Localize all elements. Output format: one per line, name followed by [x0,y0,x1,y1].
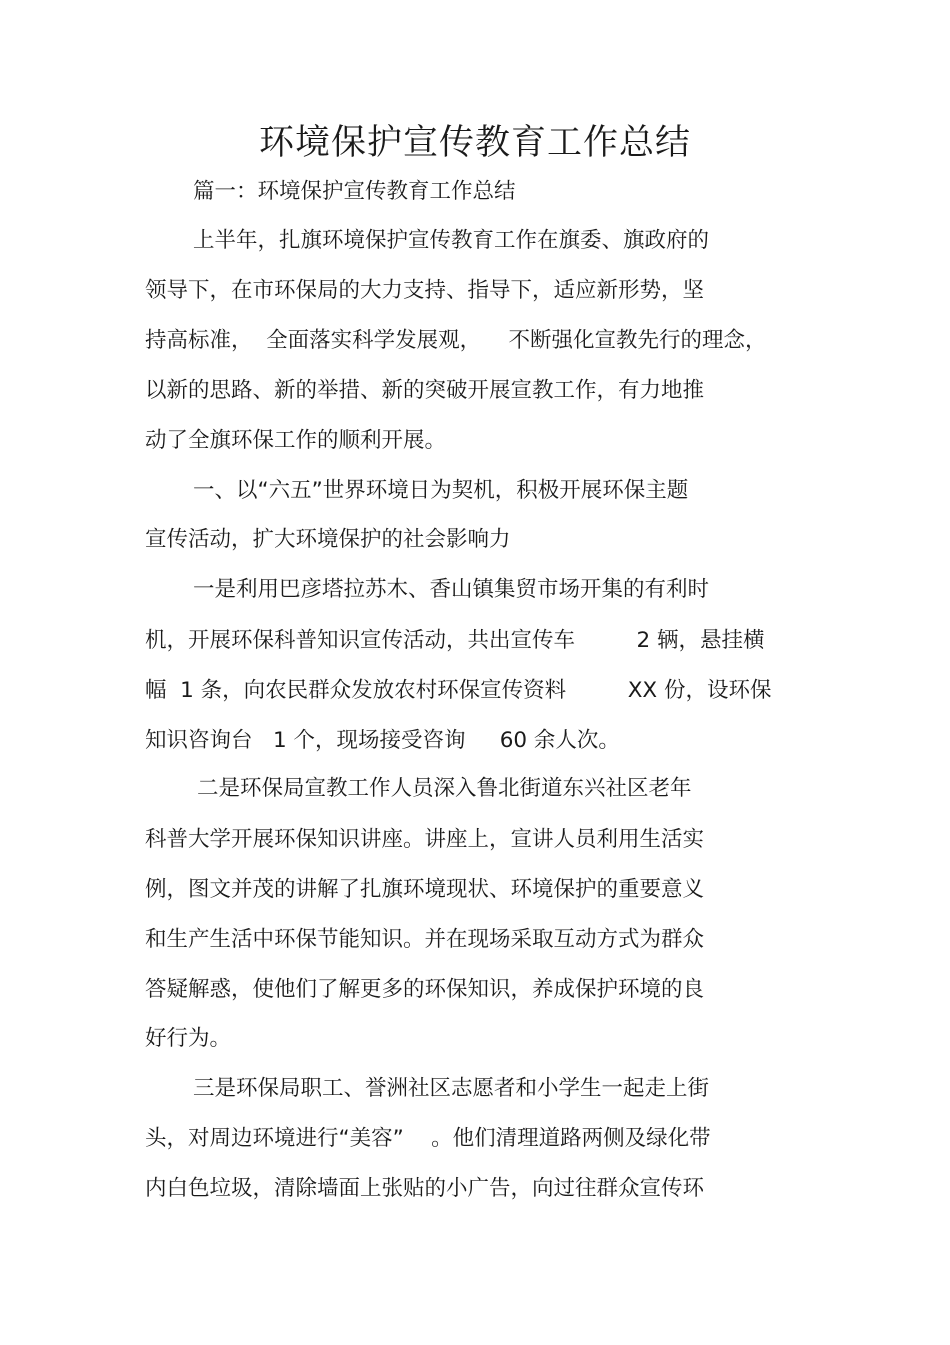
text-line: 内白色垃圾，清除墙面上张贴的小广告，向过往群众宣传环 [145,1176,705,1201]
text-line: 好行为。 [145,1026,232,1051]
section-heading: 宣传活动，扩大环境保护的社会影响力 [145,527,511,552]
text-line: 知识咨询台 1 个，现场接受咨询 60 余人次。 [145,728,620,753]
text-line: 持高标准， 全面落实科学发展观， 不断强化宣教先行的理念， [145,328,767,353]
text-line: 三是环保局职工、誉洲社区志愿者和小学生一起走上街 [193,1076,710,1101]
text-line: 动了全旗环保工作的顺利开展。 [145,428,447,453]
text-line: 以新的思路、新的举措、新的突破开展宣教工作，有力地推 [145,378,705,403]
text-line: 机，开展环保科普知识宣传活动，共出宣传车 2 辆，悬挂横 [145,628,765,653]
text-line: 头，对周边环境进行“美容” 。他们清理道路两侧及绿化带 [145,1126,711,1151]
text-line: 科普大学开展环保知识讲座。讲座上，宣讲人员利用生活实 [145,827,705,852]
section-heading: 一、以“六五”世界环境日为契机，积极开展环保主题 [193,478,689,503]
text-line: 领导下，在市环保局的大力支持、指导下，适应新形势，坚 [145,278,705,303]
text-line: 和生产生活中环保节能知识。并在现场采取互动方式为群众 [145,927,705,952]
section-heading: 篇一：环境保护宣传教育工作总结 [193,179,516,204]
text-line: 上半年，扎旗环境保护宣传教育工作在旗委、旗政府的 [193,228,710,253]
text-line: 例，图文并茂的讲解了扎旗环境现状、环境保护的重要意义 [145,877,705,902]
text-line: 二是环保局宣教工作人员深入鲁北街道东兴社区老年 [197,776,692,801]
text-line: 一是利用巴彦塔拉苏木、香山镇集贸市场开集的有利时 [193,577,710,602]
text-line: 答疑解惑，使他们了解更多的环保知识，养成保护环境的良 [145,977,705,1002]
document-title: 环境保护宣传教育工作总结 [258,123,691,163]
text-line: 幅 1 条，向农民群众发放农村环保宣传资料 XX 份，设环保 [145,678,772,703]
